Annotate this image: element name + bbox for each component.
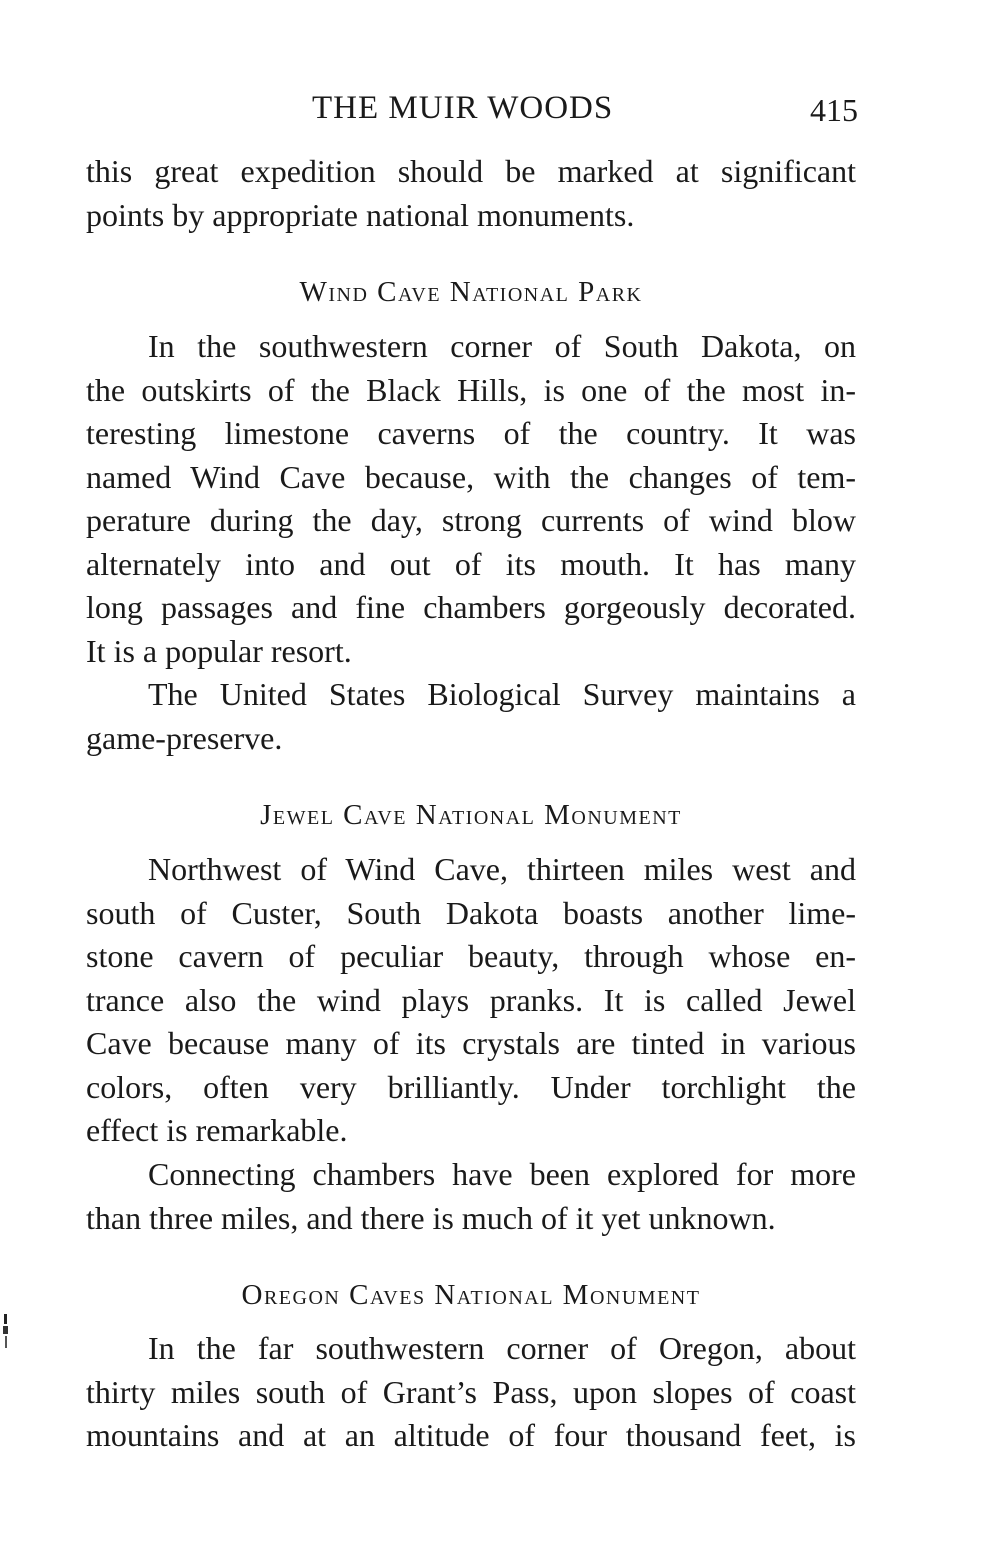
text-line: points by appropriate national monuments. xyxy=(86,196,635,233)
section-heading-wind-cave: Wind Cave National Park xyxy=(299,276,643,308)
running-title: THE MUIR WOODS xyxy=(312,90,614,126)
text-line: perature during the day, strong currents of wind blow xyxy=(86,502,856,538)
text-line: It is a popular resort. xyxy=(86,632,352,669)
text-line: trance also the wind plays pranks. It is called Jewel xyxy=(86,981,856,1018)
text-line: game-preserve. xyxy=(86,719,283,756)
page-number: 415 xyxy=(810,92,858,128)
text-line: colors, often very brilliantly. Under torchlight the xyxy=(86,1068,856,1105)
text-line: the outskirts of the Black Hills, is one of the most in- xyxy=(86,371,856,408)
section-heading-jewel-cave: Jewel Cave National Monument xyxy=(260,799,682,831)
text-line: teresting limestone caverns of the country. It was xyxy=(86,415,856,451)
text-line: than three miles, and there is much of it yet unknown. xyxy=(86,1199,776,1236)
text-line: Connecting chambers have been explored for more xyxy=(148,1156,856,1192)
jewel-cave-paragraph-1 xyxy=(86,848,856,1153)
section-heading-oregon-caves: Oregon Caves National Monument xyxy=(241,1279,701,1311)
wind-cave-paragraph-2 xyxy=(86,673,856,760)
text-line: named Wind Cave because, with the changes of tem- xyxy=(86,458,856,495)
text-line: Northwest of Wind Cave, thirteen miles west and xyxy=(148,851,856,887)
text-line: long passages and fine chambers gorgeously decorated. xyxy=(86,589,856,625)
wind-cave-paragraph-1 xyxy=(86,325,856,673)
oregon-caves-paragraph-1 xyxy=(86,1327,856,1458)
text-line: south of Custer, South Dakota boasts another lime- xyxy=(86,894,856,931)
text-line: Cave because many of its crystals are tinted in various xyxy=(86,1025,856,1061)
text-line: mountains and at an altitude of four thousand feet, is xyxy=(86,1417,856,1453)
intro-paragraph xyxy=(86,150,856,237)
scan-smudge xyxy=(2,1314,10,1350)
text-line: The United States Biological Survey maintains a xyxy=(148,676,856,712)
text-line: alternately into and out of its mouth. It has many xyxy=(86,545,856,582)
text-line: effect is remarkable. xyxy=(86,1112,348,1148)
text-line: thirty miles south of Grant’s Pass, upon slopes of coast xyxy=(86,1373,856,1410)
text-line: stone cavern of peculiar beauty, through whose en- xyxy=(86,938,856,974)
text-line: In the far southwestern corner of Oregon, about xyxy=(148,1330,856,1366)
text-line: this great expedition should be marked at significant xyxy=(86,153,856,189)
jewel-cave-paragraph-2 xyxy=(86,1153,856,1240)
text-line: In the southwestern corner of South Dakota, on xyxy=(148,328,856,364)
